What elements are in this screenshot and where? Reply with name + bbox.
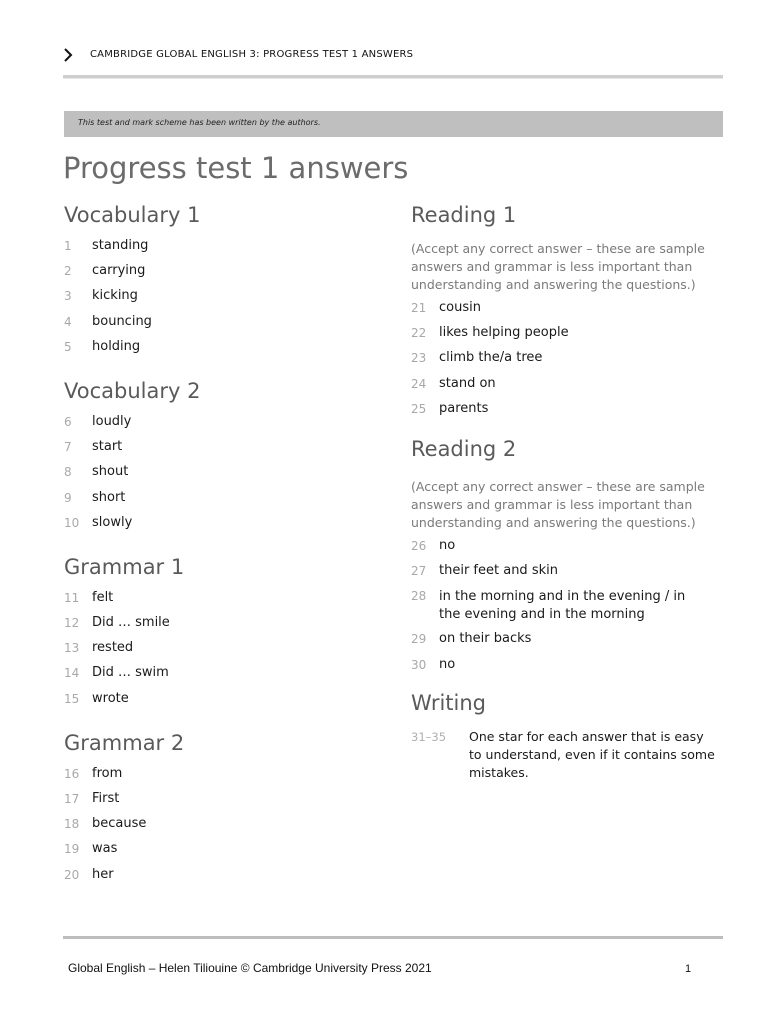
section-heading: Reading 2 xyxy=(411,436,517,461)
answer-item xyxy=(64,841,384,866)
answer-item xyxy=(64,615,384,640)
answer-text: likes helping people xyxy=(439,325,569,341)
answer-text: Did … swim xyxy=(92,665,169,681)
answer-item xyxy=(411,538,731,563)
section-writing xyxy=(411,688,731,780)
answer-text: standing xyxy=(92,238,149,253)
running-header-title: CAMBRIDGE GLOBAL ENGLISH 3: PROGRESS TEST 1 ANSWERS xyxy=(90,49,414,60)
question-number: 20 xyxy=(64,867,80,882)
running-header xyxy=(63,46,723,66)
question-number: 21 xyxy=(411,301,427,315)
answer-text: from xyxy=(92,765,123,781)
answer-item xyxy=(411,300,731,325)
question-number: 5 xyxy=(64,339,72,354)
answer-item xyxy=(64,490,384,515)
authors-notice-banner xyxy=(64,111,723,137)
question-number: 3 xyxy=(64,289,72,304)
left-column xyxy=(64,200,384,892)
answer-text: start xyxy=(92,439,123,455)
answer-text: slowly xyxy=(92,514,133,530)
answer-text: climb the/a tree xyxy=(439,350,543,366)
question-number: 6 xyxy=(64,414,72,429)
section-heading: Grammar 2 xyxy=(64,730,185,755)
answer-text: parents xyxy=(439,400,489,416)
question-number: 18 xyxy=(64,817,80,832)
answer-text: no xyxy=(439,656,456,672)
answer-item xyxy=(64,640,384,665)
question-number: 14 xyxy=(64,666,80,681)
section-heading: Vocabulary 1 xyxy=(64,203,201,227)
section-note: (Accept any correct answer – these are sample answers and grammar is less important than understanding and answering the questions.) xyxy=(411,241,705,292)
question-number: 17 xyxy=(64,792,80,806)
question-number: 4 xyxy=(64,314,72,329)
answer-item xyxy=(64,766,384,791)
answer-text: cousin xyxy=(439,300,481,315)
section-grammar-2 xyxy=(64,728,384,892)
question-number: 30 xyxy=(411,657,427,672)
answer-item xyxy=(64,816,384,841)
question-number: 1 xyxy=(64,239,72,253)
chevron-right-icon xyxy=(63,48,73,62)
answer-item xyxy=(64,590,384,615)
answer-item xyxy=(64,238,384,263)
answer-item xyxy=(411,401,731,426)
answer-list xyxy=(64,414,384,540)
answer-item xyxy=(411,350,731,375)
right-column xyxy=(411,200,731,780)
question-number: 23 xyxy=(411,351,427,366)
question-number: 24 xyxy=(411,376,427,391)
question-number: 2 xyxy=(64,264,72,279)
answer-text: First xyxy=(92,791,120,806)
answer-item xyxy=(64,339,384,364)
answer-item xyxy=(64,263,384,288)
section-reading-1 xyxy=(411,200,731,426)
footer-divider xyxy=(63,936,723,939)
answer-list xyxy=(64,238,384,364)
answer-text: Did … smile xyxy=(92,615,170,631)
answer-item xyxy=(64,414,384,439)
answer-text: shout xyxy=(92,464,129,480)
question-number: 8 xyxy=(64,465,72,480)
answer-text: on their backs xyxy=(439,631,532,647)
answer-text: rested xyxy=(92,640,134,656)
section-grammar-1 xyxy=(64,552,384,716)
footer-copyright: Global English – Helen Tiliouine © Cambridge University Press 2021 xyxy=(68,961,432,975)
answer-text: kicking xyxy=(92,288,138,304)
question-number: 26 xyxy=(411,538,427,553)
page-title: Progress test 1 answers xyxy=(63,151,409,185)
answer-list xyxy=(64,590,384,716)
question-number: 7 xyxy=(64,440,72,455)
question-number: 29 xyxy=(411,632,427,647)
answer-text: her xyxy=(92,866,114,882)
question-number: 15 xyxy=(64,691,80,706)
answer-text: loudly xyxy=(92,413,132,429)
answer-item xyxy=(64,439,384,464)
answer-item xyxy=(411,563,731,588)
section-heading: Writing xyxy=(411,690,486,715)
question-number: 31–35 xyxy=(411,729,447,744)
answer-list xyxy=(411,300,731,426)
answer-text: stand on xyxy=(439,375,496,391)
answer-item xyxy=(64,867,384,892)
answer-list xyxy=(411,538,731,682)
answer-item xyxy=(411,325,731,350)
answer-item xyxy=(64,691,384,716)
question-number: 25 xyxy=(411,401,427,416)
question-number: 27 xyxy=(411,564,427,579)
answer-item xyxy=(411,631,731,656)
section-vocabulary-2 xyxy=(64,376,384,540)
section-heading: Vocabulary 2 xyxy=(64,378,201,403)
question-number: 10 xyxy=(64,515,80,530)
answer-item xyxy=(64,314,384,339)
answer-text: short xyxy=(92,489,126,505)
answer-item xyxy=(64,464,384,489)
answer-text: felt xyxy=(92,589,114,605)
answer-text: wrote xyxy=(92,690,129,706)
answer-text: their feet and skin xyxy=(439,563,558,579)
section-note: (Accept any correct answer – these are sample answers and grammar is less important than understanding and answering the questions.) xyxy=(411,478,705,530)
answer-item xyxy=(64,791,384,816)
question-number: 16 xyxy=(64,766,80,781)
header-divider xyxy=(63,75,723,79)
question-number: 28 xyxy=(411,589,427,604)
question-number: 22 xyxy=(411,326,427,341)
answer-text: was xyxy=(92,841,118,857)
answer-text: because xyxy=(92,816,147,832)
answer-text: carrying xyxy=(92,263,146,279)
answer-item xyxy=(411,376,731,401)
answer-list xyxy=(64,766,384,892)
section-heading: Reading 1 xyxy=(411,203,517,227)
answer-item xyxy=(64,288,384,313)
answer-text: no xyxy=(439,537,456,553)
answer-item xyxy=(64,665,384,690)
authors-notice-text: This test and mark scheme has been written by the authors. xyxy=(78,118,321,127)
question-number: 9 xyxy=(64,490,72,505)
question-number: 11 xyxy=(64,590,80,605)
answer-text: in the morning and in the evening / in the evening and in the morning xyxy=(439,589,686,623)
answer-item xyxy=(411,657,731,682)
answer-text: holding xyxy=(92,338,141,354)
answer-item xyxy=(64,515,384,540)
answer-text: One star for each answer that is easy to understand, even if it contains some mistakes. xyxy=(469,728,715,780)
question-number: 13 xyxy=(64,641,80,656)
section-vocabulary-1 xyxy=(64,200,384,364)
section-reading-2 xyxy=(411,434,731,682)
answer-text: bouncing xyxy=(92,313,152,329)
question-number: 19 xyxy=(64,842,80,857)
answer-item xyxy=(411,588,731,631)
question-number: 12 xyxy=(64,616,80,631)
section-heading: Grammar 1 xyxy=(64,554,185,579)
page-number: 1 xyxy=(685,963,692,975)
